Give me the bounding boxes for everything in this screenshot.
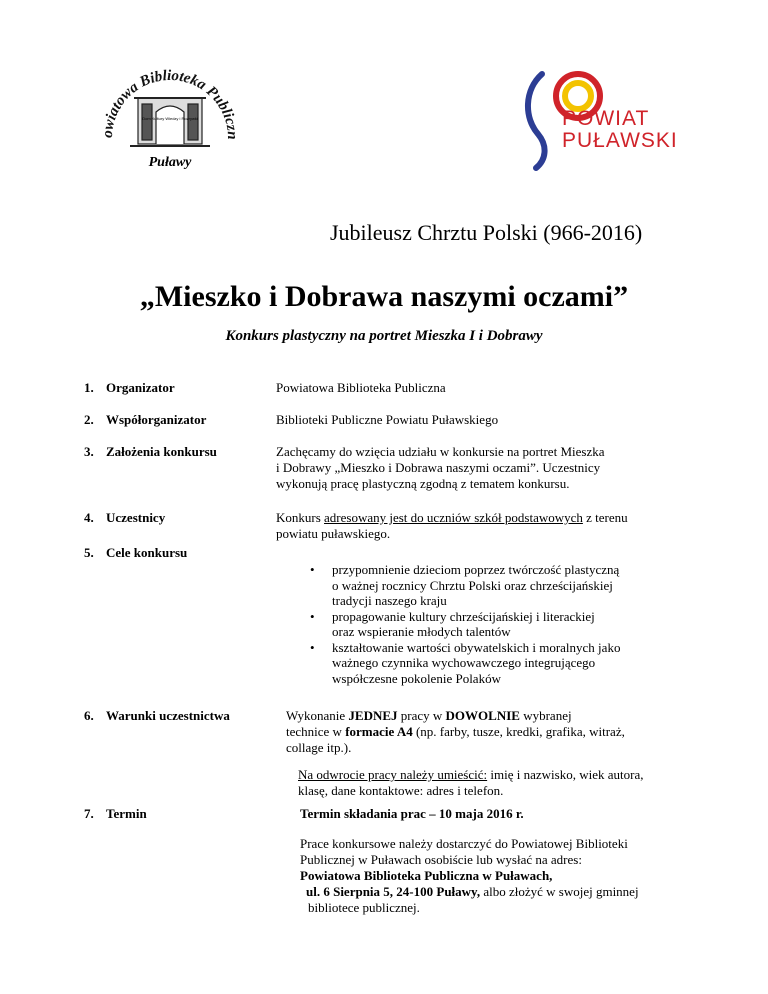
- library-building-text: Dom Kultury Wiedzy i Rozrywki: [142, 116, 198, 121]
- section-6-note: Na odwrocie pracy należy umieścić: imię i nazwisko, wiek autora, klasę, dane kontaktowe: adres i telefon.: [298, 767, 644, 798]
- library-city-text: Puławy: [148, 155, 192, 170]
- county-name-line1: POWIAT: [562, 107, 650, 130]
- section-7-text: Prace konkursowe należy dostarczyć do Powiatowej Biblioteki Publicznej w Puławach osobiście lub wysłać na adres: Powiatowa Biblioteka Publiczna w Puławach, ul. 6 Sierpnia 5, 24-100 Puławy, albo złożyć w swojej gminnej bibliotece publicznej.: [300, 836, 639, 915]
- goals-list: [306, 562, 706, 686]
- library-building-icon: [130, 98, 210, 146]
- goal-item: • propagowanie kultury chrześcijańskiej i literackiej oraz wspieranie młodych talentów: [306, 609, 706, 640]
- section-6-text: Wykonanie JEDNEJ pracy w DOWOLNIE wybranej technice w formacie A4 (np. farby, tusze, kredki, grafika, witraż, collage itp.).: [286, 708, 625, 755]
- goal-item: • przypomnienie dzieciom poprzez twórczość plastyczną o ważnej rocznicy Chrztu Polski oraz chrześcijańskiej tradycji naszego kraju: [306, 562, 706, 609]
- county-logo: [520, 68, 680, 172]
- goal-item: • kształtowanie wartości obywatelskich i moralnych jako ważnego czynnika wychowawczego integrującego współczesne pokolenie Polaków: [306, 640, 706, 687]
- library-logo: [100, 60, 240, 175]
- county-name-line2: PUŁAWSKI: [562, 129, 678, 152]
- section-3-text: Zachęcamy do wzięcia udziału w konkursie na portret Mieszka i Dobrawy „Mieszko i Dobrawa naszymi oczami”. Uczestnicy wykonują pracę plastyczną zgodną z tematem konkursu.: [276, 444, 605, 491]
- section-5-label: 5. Cele konkursu: [84, 545, 188, 560]
- section-1-label: 1. Organizator: [84, 380, 175, 395]
- page-title: „Mieszko i Dobrawa naszymi oczami”: [139, 280, 629, 313]
- library-arc-text: owiatowa Biblioteka Publiczn: [100, 67, 240, 140]
- section-6-label: 6. Warunki uczestnictwa: [84, 708, 230, 723]
- section-7-label: 7. Termin: [84, 806, 147, 821]
- section-1-text: Powiatowa Biblioteka Publiczna: [276, 380, 446, 395]
- section-4-text: Konkurs adresowany jest do uczniów szkół podstawowych z terenu powiatu puławskiego.: [276, 510, 628, 541]
- section-2-label: 2. Współorganizator: [84, 412, 207, 427]
- deadline-text: Termin składania prac – 10 maja 2016 r.: [300, 806, 524, 821]
- jubilee-heading: Jubileusz Chrztu Polski (966-2016): [330, 220, 643, 245]
- section-2-text: Biblioteki Publiczne Powiatu Puławskiego: [276, 412, 499, 427]
- page-subtitle: Konkurs plastyczny na portret Mieszka I i Dobrawy: [225, 328, 543, 344]
- section-4-label: 4. Uczestnicy: [84, 510, 166, 525]
- section-3-label: 3. Założenia konkursu: [84, 444, 217, 459]
